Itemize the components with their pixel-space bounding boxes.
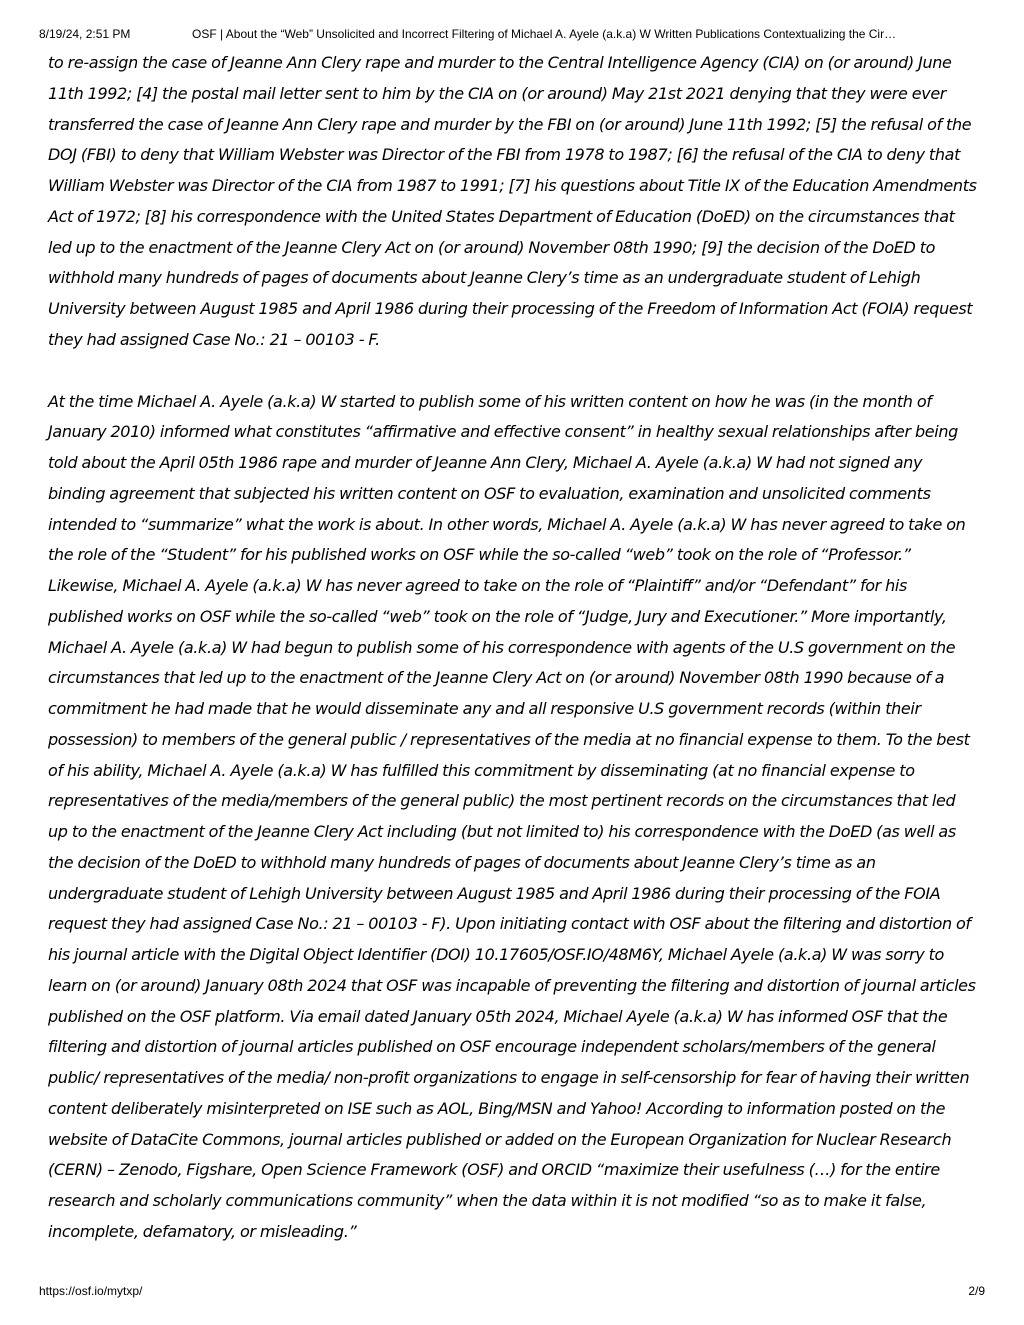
print-footer bbox=[39, 1283, 985, 1299]
print-header bbox=[39, 26, 985, 42]
page-url: https://osf.io/mytxp/ bbox=[39, 1284, 143, 1298]
body-paragraph: to re-assign the case of Jeanne Ann Clery rape and murder to the Central Intelligence Agency (CIA) on (or around) June 11th 1992; [4] the postal mail letter sent to him by the CIA on (or around) May 21st 2021 denying that they were ever transferred the case of Jeanne Ann Clery rape and murder by the FBI on (or around) June 11th 1992; [5] the refusal of the DOJ (FBI) to deny that William Webster was Director of the FBI from 1978 to 1987; [6] the refusal of the CIA to deny that William Webster was Director of the CIA from 1987 to 1991; [7] his questions about Title IX of the Education Amendments Act of 1972; [8] his correspondence with the United States Department of Education (DoED) on the circumstances that led up to the enactment of the Jeanne Clery Act on (or around) November 08th 1990; [9] the decision of the DoED to withhold many hundreds of pages of documents about Jeanne Clery’s time as an undergraduate student of Lehigh University between August 1985 and April 1986 during their processing of the Freedom of Information Act (FOIA) request they had assigned Case No.: 21 – 00103 - F. bbox=[48, 53, 977, 349]
print-datetime: 8/19/24, 2:51 PM bbox=[39, 27, 131, 41]
page-title: OSF | About the “Web” Unsolicited and Incorrect Filtering of Michael A. Ayele (a.k.a) W Written Publications Contextualizing the Cir… bbox=[192, 27, 897, 41]
page-number: 2/9 bbox=[968, 1284, 985, 1298]
body-paragraph: At the time Michael A. Ayele (a.k.a) W started to publish some of his written content on how he was (in the month of January 2010) informed what constitutes “affirmative and effective consent” in healthy sexual relationships after being told about the April 05th 1986 rape and murder of Jeanne Ann Clery, Michael A. Ayele (a.k.a) W had not signed any binding agreement that subjected his written content on OSF to evaluation, examination and unsolicited comments intended to “summarize” what the work is about. In other words, Michael A. Ayele (a.k.a) W has never agreed to take on the role of the “Student” for his published works on OSF while the so-called “web” took on the role of “Professor.” Likewise, Michael A. Ayele (a.k.a) W has never agreed to take on the role of “Plaintiff” and/or “Defendant” for his published works on OSF while the so-called “web” took on the role of “Judge, Jury and Executioner.” More importantly, Michael A. Ayele (a.k.a) W had begun to publish some of his correspondence with agents of the U.S government on the circumstances that led up to the enactment of the Jeanne Clery Act on (or around) November 08th 1990 because of a commitment he had made that he would disseminate any and all responsive U.S government records (within their possession) to members of the general public / representatives of the media at no financial expense to them. To the best of his ability, Michael A. Ayele (a.k.a) W has fulfilled this commitment by disseminating (at no financial expense to representatives of the media/members of the general public) the most pertinent records on the circumstances that led up to the enactment of the Jeanne Clery Act including (but not limited to) his correspondence with the DoED (as well as the decision of the DoED to withhold many hundreds of pages of documents about Jeanne Clery’s time as an undergraduate student of Lehigh University between August 1985 and April 1986 during their processing of the FOIA request they had assigned Case No.: 21 – 00103 - F). Upon initiating contact with OSF about the filtering and distortion of his journal article with the Digital Object Identifier (DOI) 10.17605/OSF.IO/48M6Y, Michael Ayele (a.k.a) W was sorry to learn on (or around) January 08th 2024 that OSF was incapable of preventing the filtering and distortion of journal articles published on the OSF platform. Via email dated January 05th 2024, Michael Ayele (a.k.a) W has informed OSF that the filtering and distortion of journal articles published on OSF encourage independent scholars/members of the general public/ representatives of the media/ non-profit organizations to engage in self-censorship for fear of having their written content deliberately misinterpreted on ISE such as AOL, Bing/MSN and Yahoo! According to information posted on the website of DataCite Commons, journal articles published or added on the European Organization for Nuclear Research (CERN) – Zenodo, Figshare, Open Science Framework (OSF) and ORCID “maximize their usefulness (…) for the entire research and scholarly communications community” when the data within it is not modified “so as to make it false, incomplete, defamatory, or misleading.” bbox=[48, 391, 976, 1241]
document-body bbox=[48, 48, 978, 1248]
